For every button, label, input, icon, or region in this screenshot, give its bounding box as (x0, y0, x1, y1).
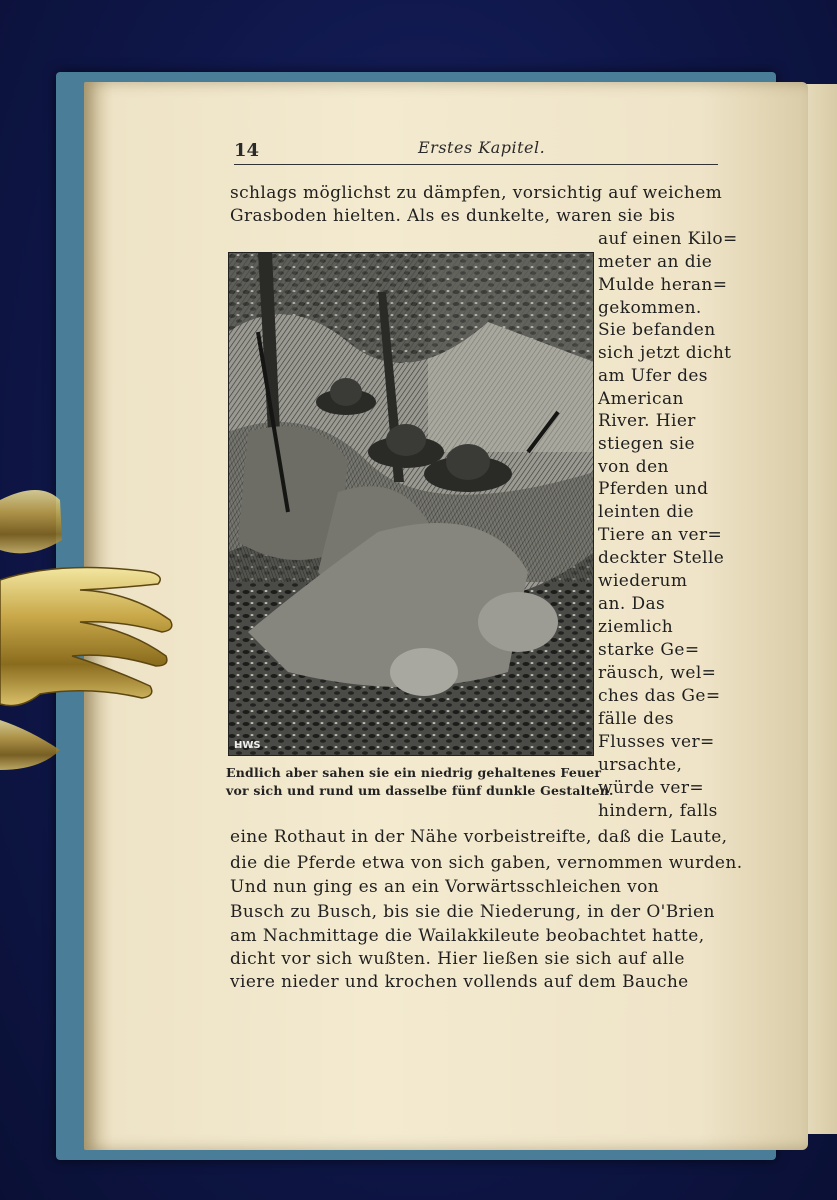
side-text-line: Mulde heran= (598, 275, 728, 295)
side-text-line: starke Ge= (598, 640, 700, 660)
side-text-line: ches das Ge= (598, 686, 721, 706)
side-text-line: American (598, 389, 684, 409)
text-line: die die Pferde etwa von sich gaben, vernommen wurden. (230, 853, 743, 873)
side-text-line: River. Hier (598, 411, 696, 431)
side-text-line: leinten die (598, 502, 694, 522)
side-text-line: deckter Stelle (598, 548, 725, 568)
text-line: Busch zu Busch, bis sie die Niederung, in der O'Brien (230, 902, 715, 922)
side-text-line: würde ver= (598, 778, 705, 798)
text-line: viere nieder und krochen vollends auf dem Bauche (230, 972, 689, 992)
side-text-line: ziemlich (598, 617, 674, 637)
side-text-line: Tiere an ver= (598, 525, 723, 545)
page-number: 14 (234, 140, 260, 161)
side-text-line: Sie befanden (598, 320, 716, 340)
side-text-line: Pferden und (598, 479, 709, 499)
side-text-line: von den (598, 457, 669, 477)
side-text-line: wiederum (598, 571, 688, 591)
text-line: am Nachmittage die Wailakkileute beobachtet hatte, (230, 926, 705, 946)
side-text-line: räusch, wel= (598, 663, 717, 683)
text-line: Grasboden hielten. Als es dunkelte, waren sie bis (230, 206, 676, 226)
side-text-line: ursachte, (598, 755, 683, 775)
side-text-line: auf einen Kilo= (598, 229, 738, 249)
engraving-art (228, 252, 594, 756)
side-text-line: fälle des (598, 709, 675, 729)
illustrator-signature: HWS (234, 740, 261, 751)
side-text-line: meter an die (598, 252, 713, 272)
page-header (234, 138, 718, 165)
caption-line: vor sich und rund um dasselbe fünf dunkle Gestalten. (226, 783, 614, 798)
side-text-line: an. Das (598, 594, 666, 614)
side-text-line: hindern, falls (598, 801, 718, 821)
side-text-line: Flusses ver= (598, 732, 715, 752)
side-text-line: sich jetzt dicht (598, 343, 732, 363)
side-text-line: stiegen sie (598, 434, 695, 454)
running-title: Erstes Kapitel. (418, 138, 546, 157)
brass-hand-holder (0, 480, 180, 780)
text-line: eine Rothaut in der Nähe vorbeistreifte, daß die Laute, (230, 827, 728, 847)
caption-line: Endlich aber sahen sie ein niedrig gehaltenes Feuer (226, 765, 602, 780)
side-text-line: am Ufer des (598, 366, 708, 386)
text-line: schlags möglichst zu dämpfen, vorsichtig auf weichem (230, 183, 723, 203)
text-line: dicht vor sich wußten. Hier ließen sie sich auf alle (230, 949, 685, 969)
engraving-illustration (228, 252, 594, 756)
side-text-line: gekommen. (598, 298, 702, 318)
text-line: Und nun ging es an ein Vorwärtsschleichen von (230, 877, 660, 897)
